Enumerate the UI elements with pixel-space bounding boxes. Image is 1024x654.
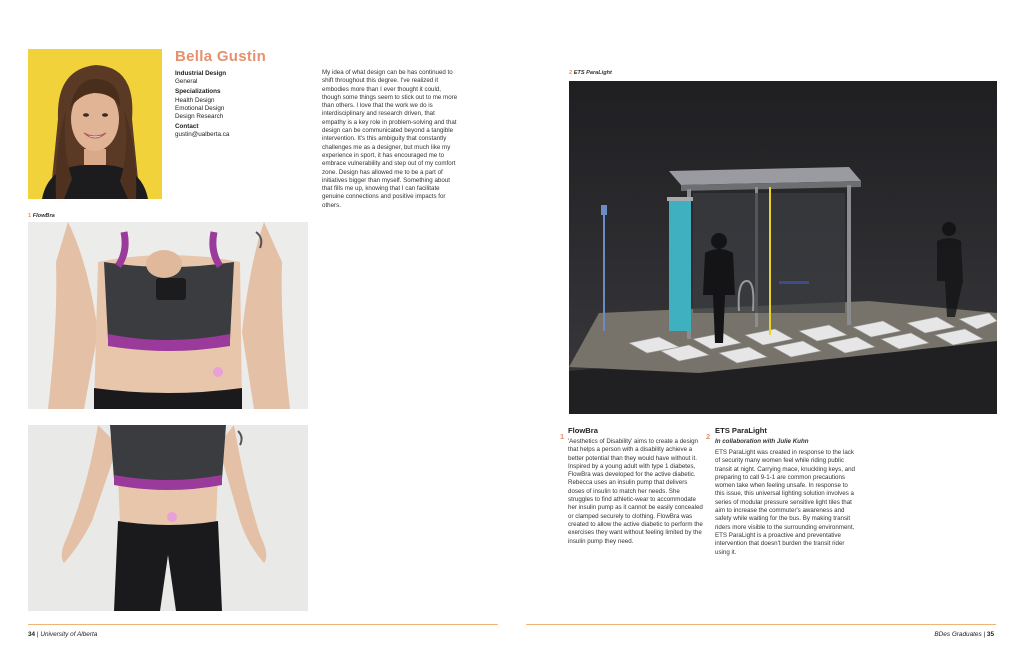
page-number: 34 xyxy=(28,631,36,638)
figure-caption-2 xyxy=(569,70,612,76)
program-value: General xyxy=(175,78,198,86)
page-number: 35 xyxy=(986,631,994,638)
specializations-label: Specializations xyxy=(175,88,221,96)
figure-title: FlowBra xyxy=(32,213,55,219)
project-body: 'Aesthetics of Disability' aims to create a design that helps a person with a disability achieve a better potential than they would have without it. Inspired by a young adult with type 1 diabetes, FlowBra was developed for the active diabetic. Rebecca uses an insulin pump that delivers doses of insulin to match her needs. She struggles to find athletic-wear to accommodate her insulin pump as it cannot be easily concealed or clamped securely to clothing. FlowBra was created to allow the active diabetic to perform the exercises they want without feeling limited by the insulin pump they need. xyxy=(568,438,703,545)
footer-section: BDes Graduates xyxy=(934,631,982,638)
figure-number: 1 xyxy=(28,213,32,219)
footer-right: BDes Graduates | 35 xyxy=(934,631,994,638)
project-title: FlowBra xyxy=(568,426,598,435)
project-body: ETS ParaLight was created in response to the lack of security many women feel while riding public transit at night. Carrying mace, knuckling keys, and preparing to call 9-1-1 are common precautions women take when feeling unsafe. In response to this issue, this universal lighting solution involves a series of modular pressure sensitive light tiles that aim to increase the commuter's awareness and safety while waiting for the bus. By making transit riders more visible to the surrounding environment, ETS ParaLight is a proactive and preventative intervention that doesn't burden the transit rider using it. xyxy=(715,449,855,556)
project-subtitle: In collaboration with Julie Kuhn xyxy=(715,438,809,445)
figure-caption-1 xyxy=(28,213,55,219)
project-number: 1 xyxy=(560,432,565,441)
specialization-item: Design Research xyxy=(175,113,224,121)
portrait-photo xyxy=(28,49,162,199)
email-link[interactable]: gustin@ualberta.ca xyxy=(175,131,230,139)
program-label: Industrial Design xyxy=(175,70,227,77)
flowbra-photo-front xyxy=(28,222,308,409)
flowbra-photo-full xyxy=(28,425,308,611)
bio-text: My idea of what design can be has continued to shift throughout this degree. I've realized it embodies more than I ever thought it could, though some things seem to stick out to me more than others. I love that the work we do is interdisciplinary and research driven, that empathy is a key role in problem-solving and that design can be communicated beyond a tangible intervention. It's this ambiguity that constantly challenges me as a designer, but much like my experience in sport, it has encouraged me to embrace vulnerability and step out of my comfort zone. Design has allowed me to be a part of initiatives bigger than myself. Something about that fills me up, knowing that I can facilitate genuine connections and positive impacts for others. xyxy=(322,69,458,209)
footer-left: 34 | University of Alberta xyxy=(28,631,98,638)
project-heading-2 xyxy=(706,426,710,444)
footer-rule-left xyxy=(28,624,498,625)
footer-rule-right xyxy=(526,624,996,625)
project-title: ETS ParaLight xyxy=(715,426,767,435)
figure-number: 2 xyxy=(569,70,573,76)
profile-details xyxy=(175,70,315,142)
project-number: 2 xyxy=(706,432,711,441)
specialization-item: Emotional Design xyxy=(175,104,225,112)
figure-title: ETS ParaLight xyxy=(573,70,612,76)
designer-name: Bella Gustin xyxy=(175,48,267,65)
project-heading-1 xyxy=(560,426,564,444)
contact-label: Contact xyxy=(175,123,199,131)
footer-publication: University of Alberta xyxy=(40,631,98,638)
specialization-item: Health Design xyxy=(175,96,215,104)
ets-paralight-render xyxy=(569,81,997,414)
